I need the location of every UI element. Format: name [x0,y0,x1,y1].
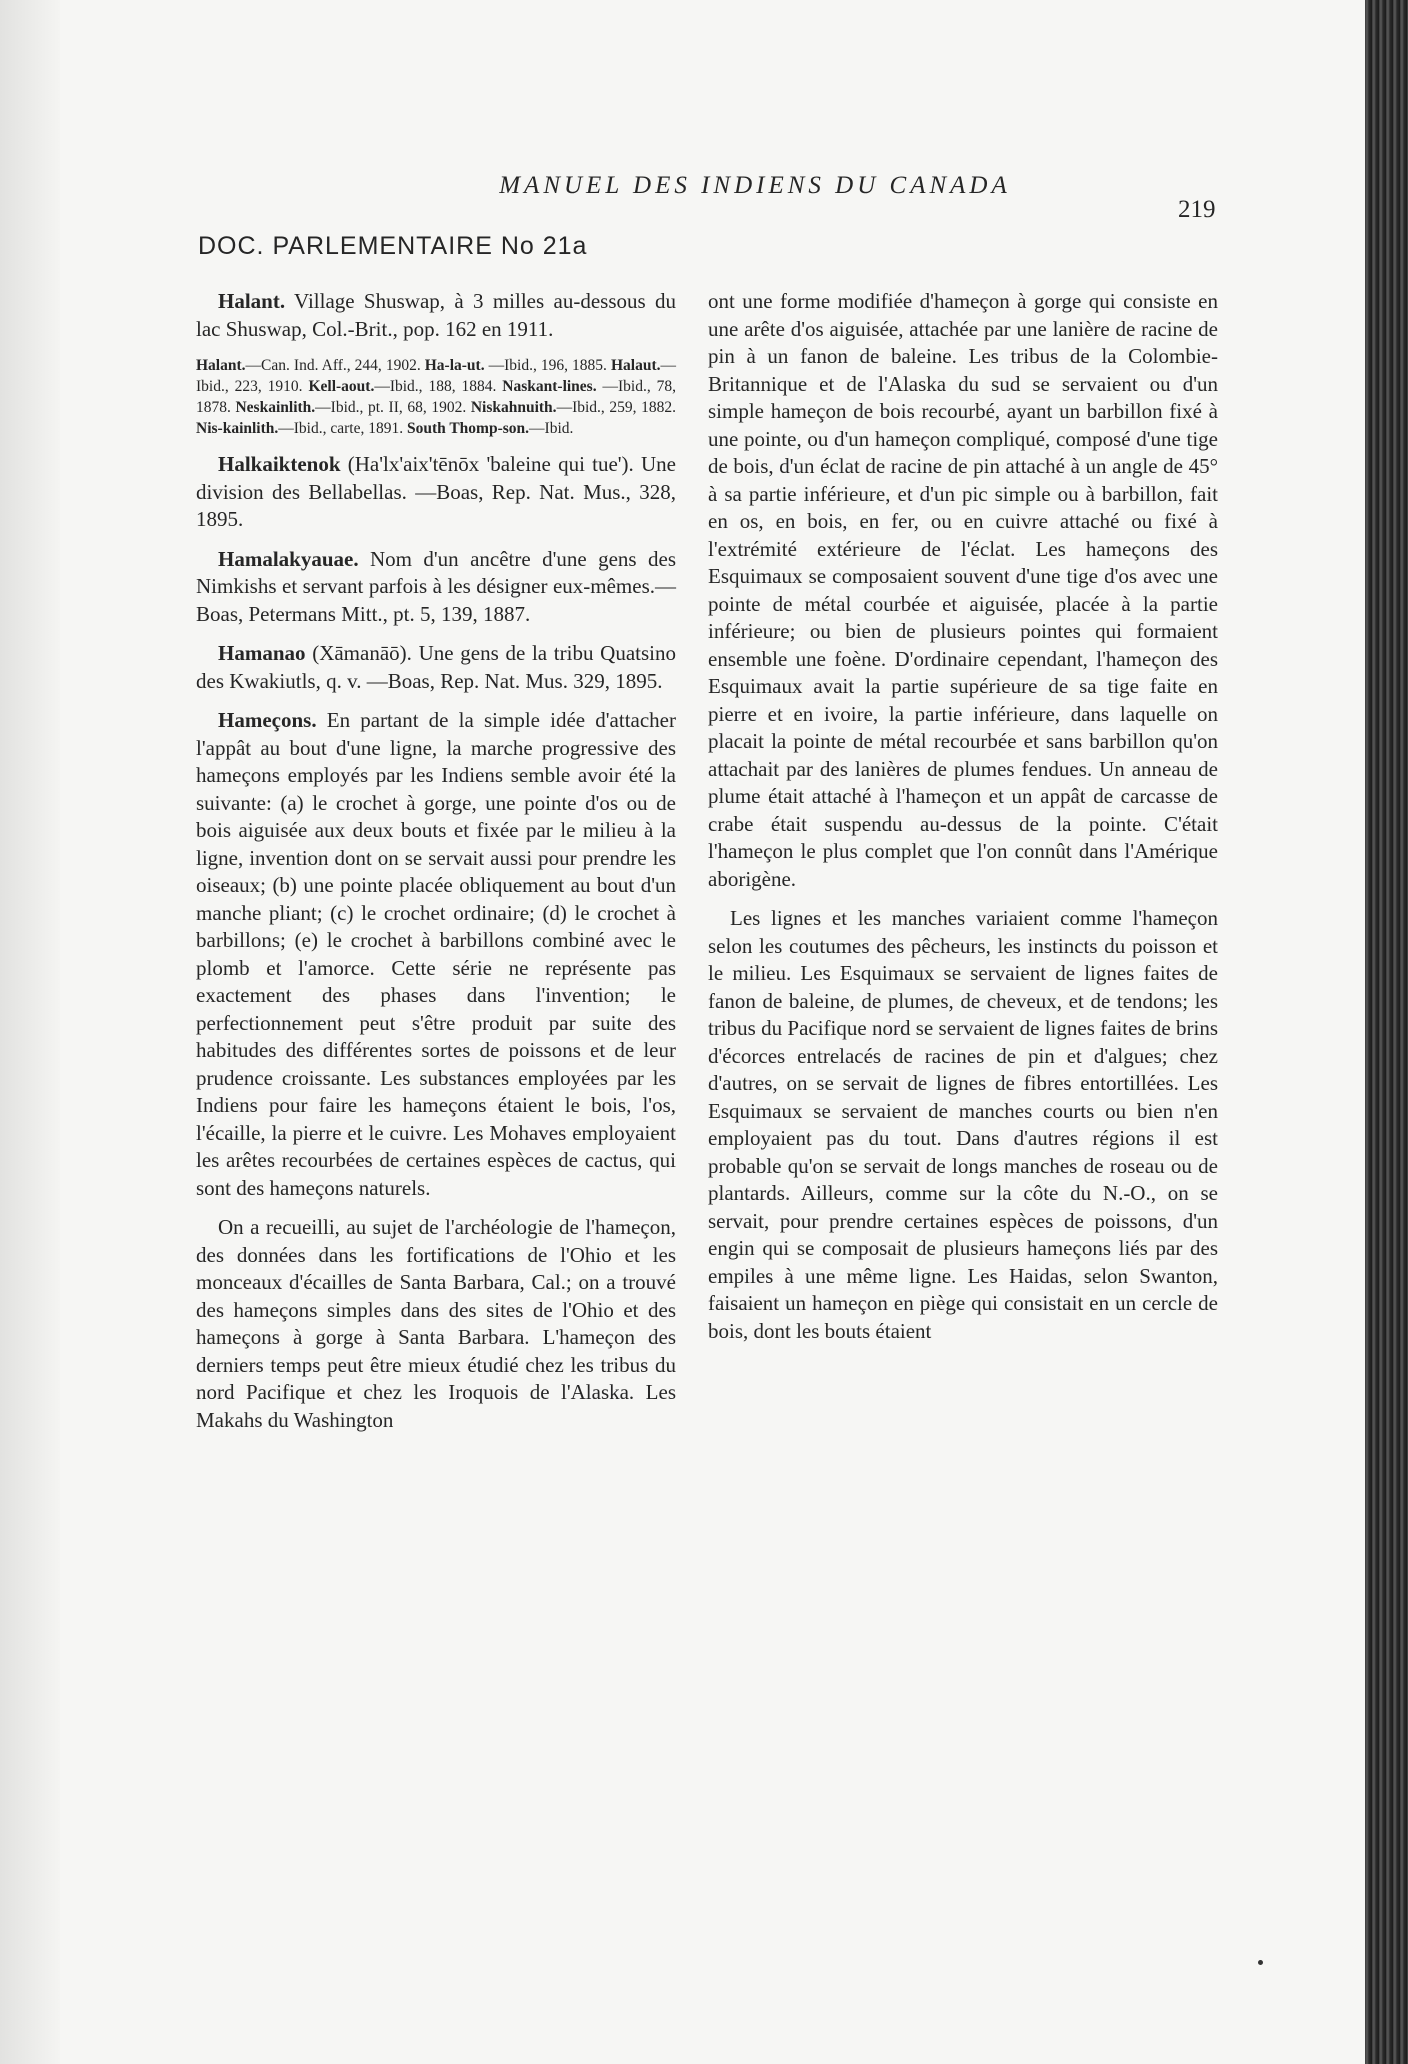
synonym-ref: —Can. Ind. Aff., 244, 1902. [245,357,425,374]
synonym-ref: —Ibid., 223, 1910. [196,357,677,395]
page-speck [1258,1960,1263,1965]
entry-term: Halant. [218,289,286,313]
entry-term: Hamalakyauae. [218,546,359,571]
synonym-term: Naskant-lines. [502,378,597,395]
entry-term: Hamanao [218,641,306,665]
entry-hamecons [196,707,676,1202]
synonym-term: Niskahnuith. [470,399,557,416]
entry-text: (Ha'lx'aix'tēnōx 'baleine qui tue'). Une division des Bellabellas. —Boas, Rep. Nat. Mus., 328, 1895. [196,452,676,531]
document-label: DOC. PARLEMENTAIRE No 21a [198,232,588,260]
running-title: MANUEL DES INDIENS DU CANADA [499,172,1011,199]
synonym-ref: —Ibid., 259, 1882. [556,399,676,416]
entry-halant [196,288,676,343]
paragraph-continuation: ont une forme modifiée d'hameçon à gorge qui consiste en une arête d'os aiguisée, attachée par une lanière de racine de pin à un fanon de baleine. Les tribus de la Colombie-Britannique et de l'Alaska du sud se servaient ou d'un simple hameçon de bois recourbé, ayant un barbillon fixé à une pointe, ou d'un hameçon compliqué, composé d'une tige de bois, d'un éclat de racine de pin attaché à un angle de 45° à sa partie inférieure, et d'un pic simple ou à barbillon, fait en os, en bois, en fer, ou en cuivre attaché ou fixé à l'extrémité extérieure de l'éclat. Les hameçons des Esquimaux se composaient souvent d'une tige d'os avec une pointe de métal courbée et aiguisée, placée à la partie inférieure; ou bien de plusieurs pointes qui formaient ensemble une foène. D'ordinaire cependant, l'hameçon des Esquimaux avait la partie supérieure de sa tige faite en pierre et en ivoire, la partie inférieure, dans laquelle on placait la pointe de métal recourbée et sans barbillon qu'on attachait par des lanières de plumes fendues. Un anneau de plume était attaché à l'hameçon et un appât de carcasse de crabe était suspendu au-dessus de la pointe. C'était l'hameçon le plus complet que l'on connût dans l'Amérique aborigène. [708,289,1218,891]
synonym-term: Nis-kainlith. [196,420,279,437]
entry-hamalakyauae [196,546,676,629]
page-gutter [0,0,60,2064]
synonym-ref: —Ibid. [529,420,574,437]
entry-text: En partant de la simple idée d'attacher l'appât au bout d'une ligne, la marche progressive des hameçons employés par les Indiens semble avoir été la suivante: (a) le crochet à gorge, une pointe d'os ou de bois aiguisée aux deux bouts et fixée par le milieu à la ligne, invention dont on se servait aussi pour prendre les oiseaux; (b) une pointe placée obliquement au bout d'un manche pliant; (c) le crochet ordinaire; (d) le crochet à barbillons; (e) le crochet à barbillons combiné avec le plomb et l'amorce. Cette série ne représente pas exactement des phases dans l'invention; le perfectionnement peut s'être produit par suite des habitudes des différentes sortes de poissons et de leur prudence croissante. Les substances employées par les Indiens pour faire les hameçons étaient le bois, l'os, l'écaille, la pierre et le cuivre. Les Mohaves employaient les arêtes recourbées de certaines espèces de cactus, qui sont des hameçons naturels. [196,708,676,1200]
synonym-term: South Thomp-son. [406,420,530,437]
page-number: 219 [1178,196,1216,223]
synonym-ref: —Ibid., 188, 1884. [374,378,503,395]
right-column [708,288,1218,1357]
synonym-ref: —Ibid., 78, 1878. [196,378,677,416]
entry-text: (Xāmanāō). Une gens de la tribu Quatsino des Kwakiutls, q. v. —Boas, Rep. Nat. Mus. 329, 1895. [196,641,676,693]
synonym-ref: —Ibid., pt. II, 68, 1902. [315,399,471,416]
synonym-term: Neskainlith. [235,399,316,416]
paragraph-archeologie: On a recueilli, au sujet de l'archéologie de l'hameçon, des données dans les fortifications de l'Ohio et les monceaux d'écailles de Santa Barbara, Cal.; on a trouvé des hameçons simples dans des sites de l'Ohio et des hameçons à gorge à Santa Barbara. L'hameçon des derniers temps peut être mieux étudié chez les tribus du nord Pacifique et chez les Iroquois de l'Alaska. Les Makahs du Washington [196,1215,676,1432]
left-column [196,288,676,1446]
entry-term: Hameçons. [218,708,317,732]
synonym-term: Halant. [196,357,246,374]
book-page-edges [1365,0,1408,2064]
synonym-ref: —Ibid., 196, 1885. [484,357,611,374]
synonym-ref: —Ibid., carte, 1891. [278,420,407,437]
entry-hamanao [196,640,676,695]
synonymy-halant [196,355,676,439]
synonym-term: Kell-aout. [308,378,375,395]
entry-term: Halkaiktenok [218,452,341,476]
entry-text: Village Shuswap, à 3 milles au-dessous du lac Shuswap, Col.-Brit., pop. 162 en 1911. [196,289,676,341]
synonym-term: Halaut. [610,357,661,374]
paragraph-lignes: Les lignes et les manches variaient comme l'hameçon selon les coutumes des pêcheurs, les instincts du poisson et le milieu. Les Esquimaux se servaient de lignes faites de fanon de baleine, de plumes, de cheveux, et de tendons; les tribus du Pacifique nord se servaient de lignes faites de brins d'écorces entrelacés de racines de pin et d'algues; chez d'autres, on se servait de lignes de fibres entortillées. Les Esquimaux se servaient de manches courts ou bien n'en employaient pas du tout. Dans d'autres régions il est probable qu'on se servait de longs manches de roseau ou de plantards. Ailleurs, comme sur la côte du N.-O., on se servait, pour prendre certaines espèces de poissons, d'un engin qui se composait de plusieurs hameçons liés par des empiles à une même ligne. Les Haidas, selon Swanton, faisaient un hameçon en piège qui consistait en un cercle de bois, dont les bouts étaient [708,906,1218,1343]
entry-halkaiktenok [196,451,676,534]
synonym-term: Ha-la-ut. [424,357,485,374]
entry-text: Nom d'un ancêtre d'une gens des Nimkishs et servant parfois à les désigner eux-mêmes.—Boas, Petermans Mitt., pt. 5, 139, 1887. [196,546,676,626]
